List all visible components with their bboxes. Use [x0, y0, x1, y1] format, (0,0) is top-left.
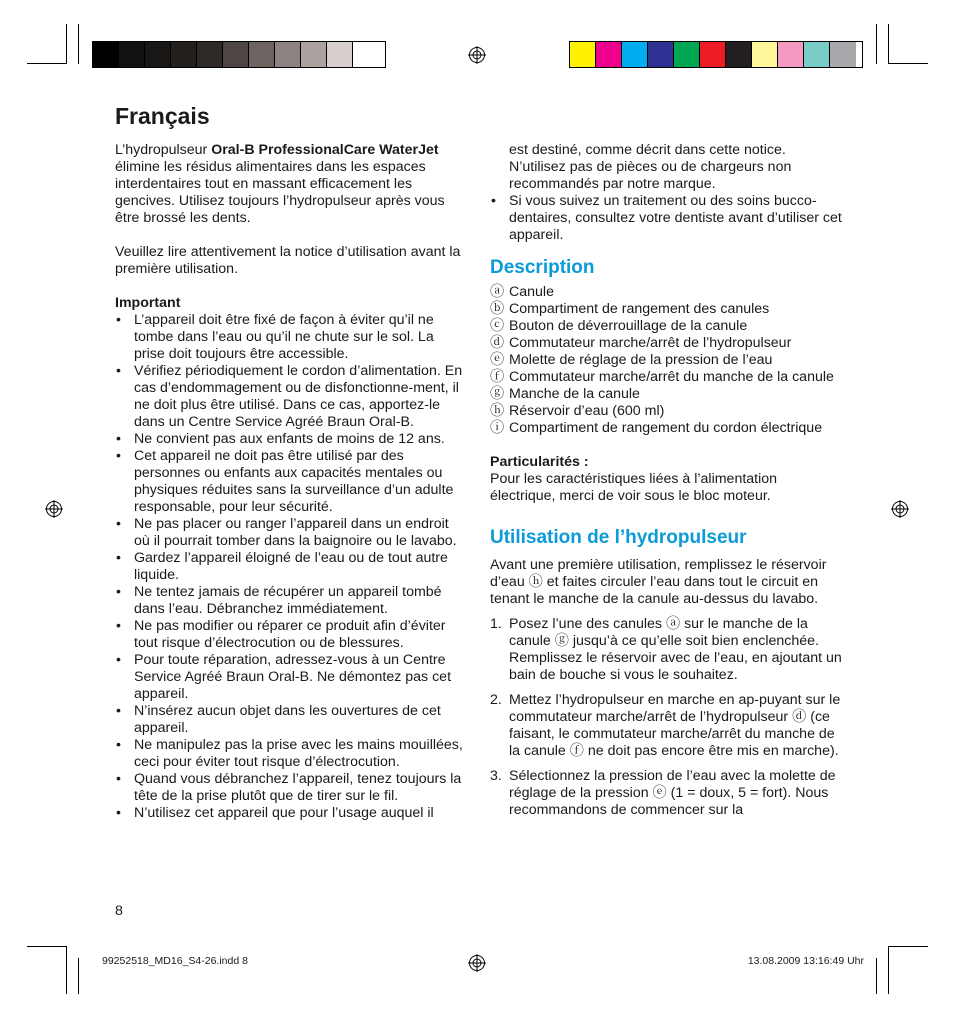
registration-crosshair-icon	[468, 954, 486, 972]
list-item: • N’utilisez cet appareil que pour l’usage auquel il	[115, 805, 467, 822]
crop-mark	[876, 24, 877, 64]
registration-crosshair-icon	[468, 46, 486, 64]
description-list	[490, 284, 842, 437]
footer-timestamp: 13.08.2009 13:16:49 Uhr	[747, 955, 864, 967]
color-swatch	[171, 42, 197, 67]
color-swatch	[570, 42, 596, 67]
intro-paragraph	[115, 142, 467, 227]
grayscale-color-bar	[92, 41, 386, 68]
list-item: • Ne manipulez pas la prise avec les mains mouillées, ceci pour éviter tout risque d’électrocution.	[115, 737, 467, 771]
registration-crosshair-icon	[891, 500, 909, 518]
particularites-heading: Particularités :	[490, 454, 589, 470]
crop-mark	[888, 24, 889, 64]
color-swatch	[778, 42, 804, 67]
color-swatch	[197, 42, 223, 67]
color-swatch	[700, 42, 726, 67]
color-swatch	[830, 42, 856, 67]
list-item: • Gardez l’appareil éloigné de l’eau ou de tout autre liquide.	[115, 550, 467, 584]
footer-file-slug: 99252518_MD16_S4-26.indd 8	[102, 955, 248, 967]
color-swatch	[804, 42, 830, 67]
color-swatch	[145, 42, 171, 67]
list-item: ⓑ Compartiment de rangement des canules	[490, 301, 770, 317]
process-color-bar	[569, 41, 863, 68]
important-heading: Important	[115, 295, 181, 311]
list-item: • Cet appareil ne doit pas être utilisé par des personnes ou enfants aux capacités mentales ou physiques réduites sans la surveillance d’un adulte responsable, pour leur sécurité.	[115, 448, 467, 516]
right-column	[490, 142, 842, 827]
list-item: • Si vous suivez un traitement ou des soins bucco-dentaires, consultez votre dentiste avant d’utiliser cet appareil.	[490, 193, 842, 244]
list-item: ⓖ Manche de la canule	[490, 386, 640, 402]
description-heading: Description	[490, 257, 595, 278]
color-swatch	[93, 42, 119, 67]
list-item: ⓔ Molette de réglage de la pression de l’eau	[490, 352, 773, 368]
list-item: ⓓ Commutateur marche/arrêt de l’hydropulseur	[490, 335, 792, 351]
list-item: • Vérifiez périodiquement le cordon d’alimentation. En cas d’endommagement ou de disfonctionne-ment, il ne doit plus être utilisé. Dans ce cas, apportez-le dans un Centre Service Agréé Braun Oral-B.	[115, 363, 467, 431]
color-swatch	[275, 42, 301, 67]
color-swatch	[752, 42, 778, 67]
list-item: • Pour toute réparation, adressez-vous à un Centre Service Agréé Braun Oral-B. Ne démontez pas cet appareil.	[115, 652, 467, 703]
color-swatch	[622, 42, 648, 67]
list-item: • Ne convient pas aux enfants de moins de 12 ans.	[115, 431, 467, 448]
crop-mark	[888, 63, 928, 64]
color-swatch	[648, 42, 674, 67]
color-swatch	[223, 42, 249, 67]
steps-list	[490, 616, 842, 819]
registration-crosshair-icon	[45, 500, 63, 518]
list-item: ⓕ Commutateur marche/arrêt du manche de la canule	[490, 369, 834, 385]
intro-prefix: L’hydropulseur	[115, 142, 212, 158]
list-item: • Quand vous débranchez l’appareil, tenez toujours la tête de la prise plutôt que de tirer sur le fil.	[115, 771, 467, 805]
color-swatch	[301, 42, 327, 67]
color-swatch	[327, 42, 353, 67]
intro-rest: élimine les résidus alimentaires dans les espaces interdentaires tout en massant efficacement les gencives. Utilisez toujours l’hydropulseur après vous être brossé les dents.	[115, 159, 445, 226]
list-item: • Ne pas placer ou ranger l’appareil dans un endroit où il pourrait tomber dans la baignoire ou le lavabo.	[115, 516, 467, 550]
crop-mark	[888, 946, 928, 947]
color-swatch	[596, 42, 622, 67]
crop-mark	[876, 958, 877, 994]
list-item: • L’appareil doit être fixé de façon à éviter qu’il ne tombe dans l’eau ou qu’il ne chute sur le sol. La prise doit toujours être accessible.	[115, 312, 467, 363]
crop-mark	[66, 24, 67, 64]
list-item: 3. Sélectionnez la pression de l’eau avec la molette de réglage de la pression ⓔ (1 = doux, 5 = fort). Nous recommandons de commencer sur la	[490, 768, 836, 818]
color-swatch	[674, 42, 700, 67]
product-name: Oral-B ProfessionalCare WaterJet	[211, 142, 439, 158]
list-item: ⓘ Compartiment de rangement du cordon électrique	[490, 420, 823, 436]
list-item: • N’insérez aucun objet dans les ouvertures de cet appareil.	[115, 703, 467, 737]
utilisation-heading: Utilisation de l’hydropulseur	[490, 527, 747, 548]
list-item: ⓐ Canule	[490, 284, 554, 300]
crop-mark	[66, 946, 67, 994]
color-swatch	[249, 42, 275, 67]
list-item: ⓒ Bouton de déverrouillage de la canule	[490, 318, 748, 334]
page-number: 8	[115, 903, 123, 919]
dentist-bullet-list	[490, 193, 842, 244]
read-notice-paragraph: Veuillez lire attentivement la notice d’utilisation avant la première utilisation.	[115, 244, 461, 277]
particularites-text: Pour les caractéristiques liées à l’alimentation électrique, merci de voir sous le bloc moteur.	[490, 471, 778, 504]
utilisation-intro: Avant une première utilisation, remplissez le réservoir d’eau ⓗ et faites circuler l’eau dans tout le circuit en tenant le manche de la canule au-dessus du lavabo.	[490, 557, 827, 607]
bullet-continuation: est destiné, comme décrit dans cette notice. N’utilisez pas de pièces ou de chargeurs non recommandés par notre marque.	[509, 142, 792, 192]
crop-mark	[78, 24, 79, 64]
crop-mark	[78, 958, 79, 994]
page-title: Français	[115, 103, 210, 129]
color-swatch	[353, 42, 379, 67]
left-column	[115, 142, 467, 822]
color-swatch	[726, 42, 752, 67]
list-item: • Ne pas modifier ou réparer ce produit afin d’éviter tout risque d’électrocution ou de blessures.	[115, 618, 467, 652]
list-item: 2. Mettez l’hydropulseur en marche en ap-puyant sur le commutateur marche/arrêt de l’hydropulseur ⓓ (ce faisant, le commutateur marche/arrêt du manche de la canule ⓕ ne doit pas encore être mis en marche).	[490, 692, 841, 759]
safety-bullet-list	[115, 312, 467, 822]
list-item: • Ne tentez jamais de récupérer un appareil tombé dans l’eau. Débranchez immédiatement.	[115, 584, 467, 618]
crop-mark	[888, 946, 889, 994]
list-item: 1. Posez l’une des canules ⓐ sur le manche de la canule ⓖ jusqu’à ce qu’elle soit bien enclenchée. Remplissez le réservoir avec de l’eau, en ajoutant un bain de bouche si vous le souhaitez.	[490, 616, 842, 683]
crop-mark	[27, 946, 67, 947]
crop-mark	[27, 63, 67, 64]
color-swatch	[119, 42, 145, 67]
list-item: ⓗ Réservoir d’eau (600 ml)	[490, 403, 665, 419]
